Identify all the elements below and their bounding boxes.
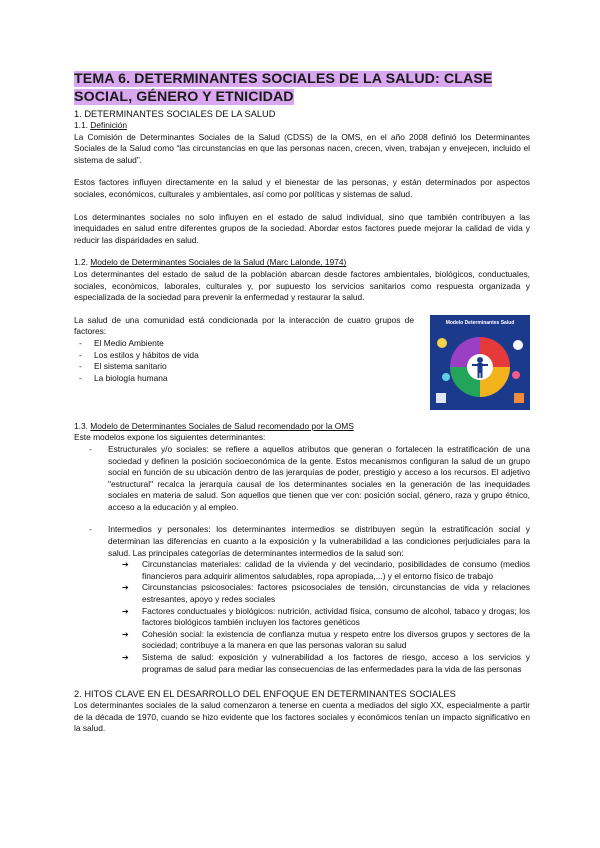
section1-heading: 1. DETERMINANTES SOCIALES DE LA SALUD [74, 109, 276, 119]
intermediate-categories-list [74, 559, 530, 675]
paragraph-definition: La Comisión de Determinantes Sociales de la Salud (CDSS) de la OMS, en el año 2008 definió los Determinantes Sociales de la Salud como “las circunstancias en que las personas nacen, crecen, viven, trabajan y envejecen, incluido el sistema de salud”. [74, 131, 530, 165]
section2-heading: 2. HITOS CLAVE EN EL DESARROLLO DEL ENFOQUE EN DETERMINANTES SOCIALES [74, 689, 456, 700]
health-determinants-illustration [430, 315, 530, 410]
list-item-structural: - Estructurales y/o sociales: se refiere a aquellos atributos que generan o fortalecen la estratificación de una sociedad y definen la posición socioeconómica de la gente. Estos mecanismos configuran la salud de un grupo social en función de su ubicación dentro de las jerarquías de poder, prestigio y acceso a los recursos. El adjetivo "estructural" recalca la jerarquía causal de los determinantes sociales en la generación de las inequidades sociales en materia de salud. Son aquellos que tienen que ver con: posición social, género, raza y grupo étnico, acceso a la educación y al empleo. [84, 444, 530, 514]
list-item: ➔ Circunstancias psicosociales: factores psicosociales de tensión, circunstancias de vida y relaciones estresantes, apoyo y redes sociales [122, 582, 530, 605]
factors-block [74, 315, 530, 410]
list-item: - El sistema sanitario [74, 361, 414, 373]
list-item-intermediate: - Intermedios y personales: los determinantes intermedios se distribuyen según la estratificación social y determinan las diferencias en cuanto a la exposición y la vulnerabilidad a las condiciones perjudiciales para la salud. Las principales categorías de determinantes intermedios de la salud son: [84, 524, 530, 559]
determinants-list [74, 444, 530, 514]
list-item: ➔ Circunstancias materiales: calidad de la vivienda y del vecindario, posibilidades de consumo (medios financieros para adquirir alimentos saludables, ropa apropiada,...) y el entorno físico de trabajo [122, 559, 530, 582]
figure-title: Modelo Determinantes Salud [445, 319, 515, 326]
list-item: ➔ Sistema de salud: exposición y vulnerabilidad a los factores de riesgo, acceso a los servicios y programas de salud para mediar las consecuencias de las enfermedades para la vida de las personas [122, 652, 530, 675]
document-page [74, 70, 530, 735]
list-item: ➔ Cohesión social: la existencia de confianza mutua y respeto entre los diversos grupos y sectores de la sociedad; contribuye a la manera en que las personas valoran su salud [122, 629, 530, 652]
list-item: ➔ Factores conductuales y biológicos: nutrición, actividad física, consumo de alcohol, tabaco y drogas; los factores biológicos también incluyen los factores genéticos [122, 606, 530, 629]
paragraph-who-model: Este modelos expone los siguientes determinantes: [74, 432, 266, 443]
paragraph-four-groups: La salud de una comunidad está condicionada por la interacción de cuatro grupos de factores: [74, 314, 414, 337]
factors-list [74, 338, 414, 384]
list-item: - Los estilos y hábitos de vida [74, 350, 414, 362]
subsection-1-3-heading: 1.3. Modelo de Determinantes Sociales de Salud recomendado por la OMS [74, 420, 354, 431]
determinants-list-intermediate [74, 524, 530, 559]
list-item: - El Medio Ambiente [74, 338, 414, 350]
paragraph-factors-influence: Estos factores influyen directamente en la salud y el bienestar de las personas, y están determinados por aspectos sociales, económicos, culturales y ambientales, así como por políticas y sistemas de salud. [74, 177, 530, 199]
list-item: - La biología humana [74, 373, 414, 385]
paragraph-lalonde: Los determinantes del estado de salud de la población abarcan desde factores ambientales, biológicos, conductuales, sociales, económicos, laborales, culturales y, por supuesto los servicios sanitarios como respuesta organizada y especializada de la sociedad para prevenir la enfermedad y restaurar la salud. [74, 268, 530, 303]
document-title: TEMA 6. DETERMINANTES SOCIALES DE LA SALUD: CLASE SOCIAL, GÉNERO Y ETNICIDAD [74, 71, 493, 105]
subsection-1-1-heading: 1.1. Definición [74, 120, 128, 130]
paragraph-milestones: Los determinantes sociales de la salud comenzaron a tenerse en cuenta a mediados del siglo XX, especialmente a partir de la década de 1970, cuando se hizo evidente que los factores sociales y económicos tenían un impacto significativo en la salud. [74, 700, 530, 734]
paragraph-inequities: Los determinantes sociales no solo influyen en el estado de salud individual, sino que también contribuyen a las inequidades en salud entre diferentes grupos de la sociedad. Abordar estos factores puede mejorar la calidad de vida y reducir las disparidades en salud. [74, 211, 530, 245]
subsection-1-2-heading: 1.2. Modelo de Determinantes Sociales de la Salud (Marc Lalonde, 1974) [74, 257, 347, 268]
health-determinants-figure [430, 315, 530, 410]
